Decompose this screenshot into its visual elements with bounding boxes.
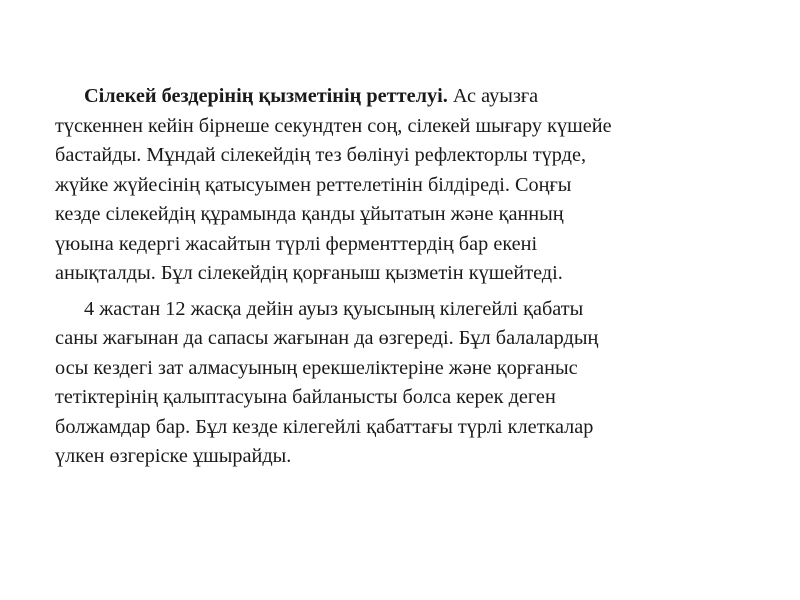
- paragraph-1-title: Сілекей бездерінің қызметінің реттелуі.: [84, 85, 448, 107]
- paragraph-2: [55, 295, 755, 472]
- paragraph-2-line-1: 4 жастан 12 жасқа дейін ауыз қуысының кілегейлі қабаты: [84, 297, 584, 320]
- paragraph-1-line-1: Ас ауызға: [447, 85, 539, 107]
- paragraph-2-line-5: болжамдар бар. Бұл кезде кілегейлі қабаттағы түрлі клеткалар: [55, 415, 594, 438]
- paragraph-1-line-4: жүйке жүйесінің қатысуымен реттелетінін білдіреді. Соңғы: [55, 173, 572, 196]
- paragraph-1: [55, 82, 755, 289]
- paragraph-1-line-3: бастайды. Мұндай сілекейдің тез бөлінуі рефлекторлы түрде,: [55, 144, 587, 166]
- slide-text-block: [55, 82, 755, 472]
- paragraph-1-line-2: түскеннен кейін бірнеше секундтен соң, сілекей шығару күшейе: [55, 114, 612, 137]
- paragraph-2-line-6: үлкен өзгеріске ұшырайды.: [55, 445, 292, 467]
- paragraph-2-line-4: тетіктерінің қалыптасуына байланысты болса керек деген: [55, 386, 556, 408]
- paragraph-1-line-7: анықталды. Бұл сілекейдің қорғаныш қызметін күшейтеді.: [55, 262, 563, 284]
- paragraph-1-line-6: үюына кедергі жасайтын түрлі ферменттердің бар екені: [55, 232, 538, 255]
- paragraph-2-line-3: осы кездегі зат алмасуының ерекшеліктеріне және қорғаныс: [55, 356, 578, 379]
- paragraph-1-line-5: кезде сілекейдің құрамында қанды ұйытатын және қанның: [55, 203, 564, 225]
- paragraph-2-line-2: саны жағынан да сапасы жағынан да өзгереді. Бұл балалардың: [55, 327, 599, 349]
